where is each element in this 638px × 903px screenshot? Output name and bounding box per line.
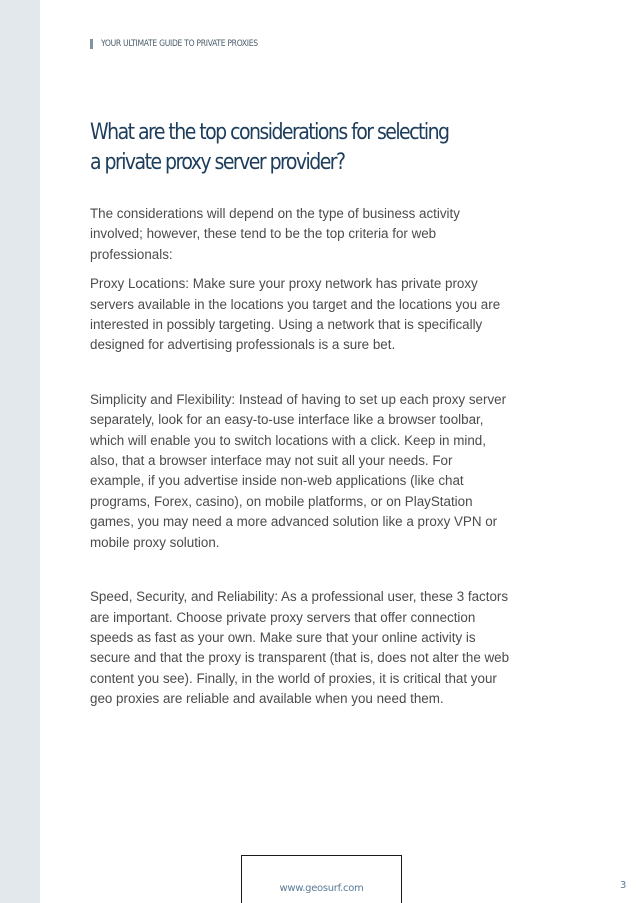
page-title: What are the top considerations for selecting a private proxy server provider? [90,120,449,175]
footer-url-box [241,855,402,903]
footer-url[interactable]: www.geosurf.com [279,883,364,894]
simplicity-flexibility-paragraph: Simplicity and Flexibility: Instead of having to set up each proxy server separately, look for an easy-to-use interface like a browser toolbar, which will enable you to switch locations with a click. Keep in mind, also, that a browser interface may not suit all your needs. For example, if you advertise inside non-web applications (like chat programs, Forex, casino), on mobile platforms, or on PlayStation games, you may need a more advanced solution like a proxy VPN or mobile proxy solution. [90,391,507,550]
article-body [90,204,510,710]
side-accent-bar [0,0,40,903]
running-header [90,39,258,49]
page-number: 3 [620,880,627,891]
speed-security-reliability-paragraph: Speed, Security, and Reliability: As a professional user, these 3 factors are important. Choose private proxy servers that offer connection speeds as fast as your own. Make sure that your online activity is secure and that the proxy is transparent (that is, does not alter the web content you see). Finally, in the world of proxies, it is critical that your geo proxies are reliable and available when you need them. [90,589,510,707]
running-title: YOUR ULTIMATE GUIDE TO PRIVATE PROXIES [101,39,258,49]
proxy-locations-paragraph: Proxy Locations: Make sure your proxy network has private proxy servers available in the locations you target and the locations you are interested in possibly targeting. Using a network that is specifically designed for advertising professionals is a sure bet. [90,276,501,353]
header-marker [90,39,93,49]
intro-paragraph: The considerations will depend on the type of business activity involved; however, these tend to be the top criteria for web professionals: [90,206,460,262]
